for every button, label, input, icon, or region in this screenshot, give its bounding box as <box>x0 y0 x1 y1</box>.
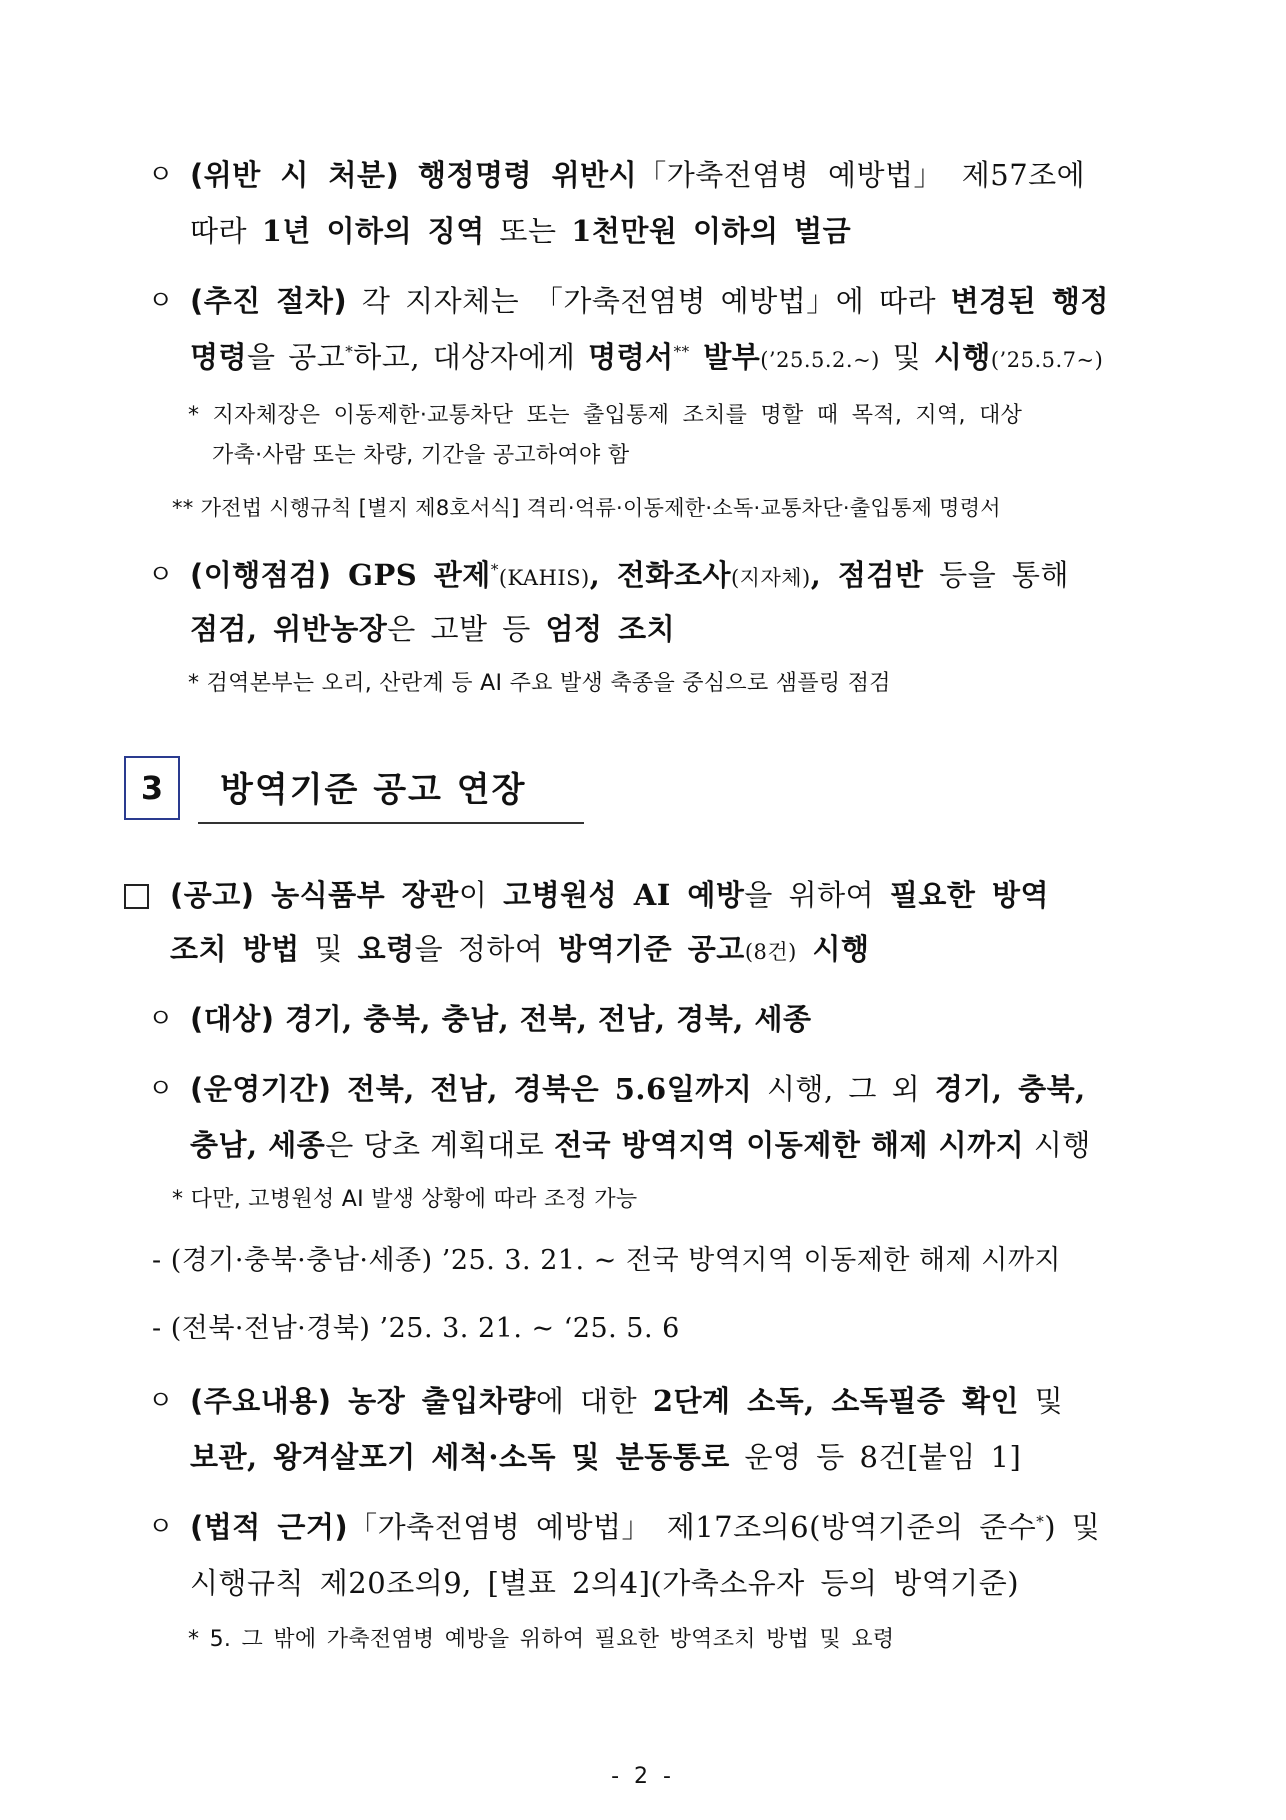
checkbox-icon <box>124 884 149 909</box>
p3-line1: (이행점검) GPS 관제*(KAHIS), 전화조사(지자체), 점검반 등을 통해 <box>190 558 1069 592</box>
section-number-box: 3 <box>124 756 180 820</box>
p2-line1: (추진 절차) 각 지자체는 「가축전염병 예방법」에 따라 변경된 행정 <box>190 284 1109 318</box>
p1-label: (위반 시 처분) <box>190 158 400 192</box>
bullet-icon: ㅇ <box>148 286 174 316</box>
p7-line1: (주요내용) 농장 출입차량에 대한 2단계 소독, 소독필증 확인 및 <box>190 1384 1064 1418</box>
bullet-icon: ㅇ <box>148 1512 174 1542</box>
section-title: 방역기준 공고 연장 <box>220 770 527 810</box>
page-number: - 2 - <box>611 1764 675 1789</box>
bullet-icon: ㅇ <box>148 1004 174 1034</box>
p1-line1: (위반 시 처분) 행정명령 위반시「가축전염병 예방법」 제57조에 <box>190 158 1086 192</box>
p6-dash2: - (전북·전남·경북) ’25. 3. 21. ~ ‘25. 5. 6 <box>152 1313 680 1344</box>
p8-line2: 시행규칙 제20조의9, [별표 2의4](가축소유자 등의 방역기준) <box>190 1566 1020 1600</box>
p2-note1b: 가축·사람 또는 차량, 기간을 공고하여야 함 <box>212 443 630 468</box>
bullet-icon: ㅇ <box>148 1386 174 1416</box>
p5-line1: (대상) 경기, 충북, 충남, 전북, 전남, 경북, 세종 <box>190 1002 812 1036</box>
section-underline <box>198 822 584 824</box>
p3-note1: * 검역본부는 오리, 산란계 등 AI 주요 발생 축종을 중심으로 샘플링 점검 <box>188 671 891 696</box>
p6-line1: (운영기간) 전북, 전남, 경북은 5.6일까지 시행, 그 외 경기, 충북, <box>190 1072 1086 1106</box>
p2-note2: ** 가전법 시행규칙 [별지 제8호서식] 격리·억류·이동제한·소독·교통차단·출입통제 명령서 <box>172 496 1001 520</box>
p8-line1: (법적 근거)「가축전염병 예방법」 제17조의6(방역기준의 준수*) 및 <box>190 1510 1101 1544</box>
bullet-icon: ㅇ <box>148 160 174 190</box>
p6-line2: 충남, 세종은 당초 계획대로 전국 방역지역 이동제한 해제 시까지 시행 <box>190 1128 1091 1162</box>
p4-line2: 조치 방법 및 요령을 정하여 방역기준 공고(8건) 시행 <box>170 932 870 966</box>
bullet-icon: ㅇ <box>148 560 174 590</box>
p6-dash1: - (경기·충북·충남·세종) ’25. 3. 21. ~ 전국 방역지역 이동제한 해제 시까지 <box>152 1245 1061 1276</box>
bullet-icon: ㅇ <box>148 1074 174 1104</box>
p2-note1a: * 지자체장은 이동제한·교통차단 또는 출입통제 조치를 명할 때 목적, 지역, 대상 <box>188 403 1023 428</box>
p4-line1: (공고) 농식품부 장관이 고병원성 AI 예방을 위하여 필요한 방역 <box>170 878 1050 912</box>
p3-line2: 점검, 위반농장은 고발 등 엄정 조치 <box>190 612 676 646</box>
p8-note1: * 5. 그 밖에 가축전염병 예방을 위하여 필요한 방역조치 방법 및 요령 <box>188 1627 895 1652</box>
p2-line2: 명령을 공고*하고, 대상자에게 명령서** 발부(’25.5.2.~) 및 시행(’25.5.7~) <box>190 340 1104 374</box>
p6-note1: * 다만, 고병원성 AI 발생 상황에 따라 조정 가능 <box>172 1187 638 1212</box>
p7-line2: 보관, 왕겨살포기 세척·소독 및 분동통로 운영 등 8건[붙임 1] <box>190 1440 1022 1474</box>
p1-line2: 따라 1년 이하의 징역 또는 1천만원 이하의 벌금 <box>190 214 852 248</box>
